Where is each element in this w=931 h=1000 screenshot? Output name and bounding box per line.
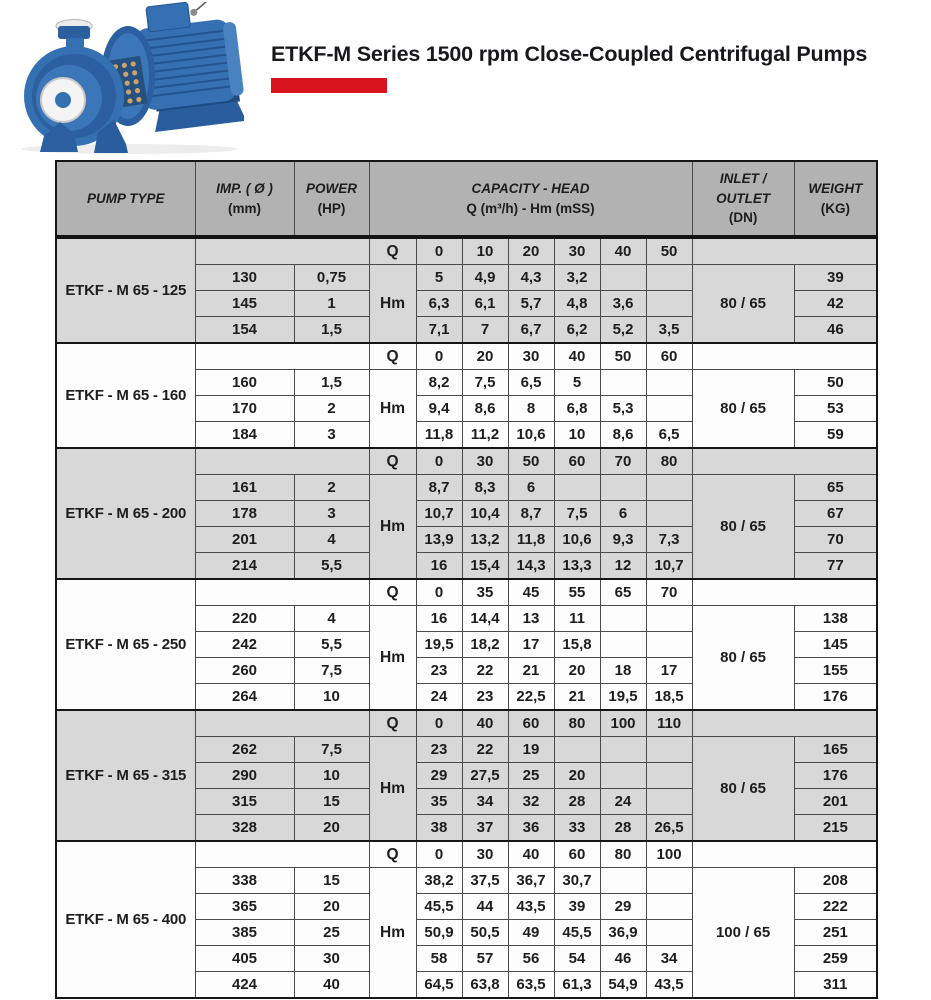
q-value: 65 (600, 579, 646, 606)
head-value: 36,7 (508, 868, 554, 894)
head-value: 6 (600, 501, 646, 527)
q-value: 110 (646, 710, 692, 737)
weight-value: 39 (794, 265, 877, 291)
q-value: 0 (416, 343, 462, 370)
impeller-value: 161 (195, 475, 294, 501)
impeller-value: 328 (195, 815, 294, 842)
power-value: 20 (294, 815, 369, 842)
head-value: 3,5 (646, 317, 692, 344)
weight-value: 138 (794, 606, 877, 632)
q-value: 10 (462, 237, 508, 265)
power-value: 15 (294, 868, 369, 894)
head-value: 6,5 (508, 370, 554, 396)
head-value (600, 475, 646, 501)
head-value: 5 (554, 370, 600, 396)
head-value: 7 (462, 317, 508, 344)
head-value: 63,5 (508, 972, 554, 999)
head-value: 8,7 (416, 475, 462, 501)
page-title: ETKF-M Series 1500 rpm Close-Coupled Centrifugal Pumps (271, 42, 868, 66)
q-header-row (56, 237, 877, 265)
q-value: 0 (416, 237, 462, 265)
head-value: 9,4 (416, 396, 462, 422)
weight-value: 50 (794, 370, 877, 396)
q-value: 20 (462, 343, 508, 370)
head-value: 6,7 (508, 317, 554, 344)
head-value: 30,7 (554, 868, 600, 894)
head-value: 18,2 (462, 632, 508, 658)
col-header-capacity-head: CAPACITY - HEAD Q (m³/h) - Hm (mSS) (369, 161, 692, 237)
q-header-row (56, 579, 877, 606)
head-value: 63,8 (462, 972, 508, 999)
head-value (646, 868, 692, 894)
power-value: 7,5 (294, 737, 369, 763)
impeller-value: 201 (195, 527, 294, 553)
head-value: 37 (462, 815, 508, 842)
q-value: 60 (554, 448, 600, 475)
spacer-cell (692, 579, 877, 606)
q-value: 60 (508, 710, 554, 737)
head-value: 22 (462, 737, 508, 763)
head-value: 8,7 (508, 501, 554, 527)
head-value: 6,1 (462, 291, 508, 317)
col-header-impeller: IMP. ( Ø ) (mm) (195, 161, 294, 237)
head-value (554, 475, 600, 501)
weight-value: 222 (794, 894, 877, 920)
title-block (271, 42, 911, 93)
inlet-outlet-value: 80 / 65 (692, 737, 794, 842)
power-value: 2 (294, 396, 369, 422)
head-value: 49 (508, 920, 554, 946)
head-value: 6,5 (646, 422, 692, 449)
q-value: 0 (416, 710, 462, 737)
weight-value: 42 (794, 291, 877, 317)
power-value: 7,5 (294, 658, 369, 684)
q-value: 30 (554, 237, 600, 265)
q-value: 40 (508, 841, 554, 868)
head-value (646, 894, 692, 920)
weight-value: 176 (794, 684, 877, 711)
table-header-row (56, 161, 877, 237)
col-header-pump-type: PUMP TYPE (56, 161, 195, 237)
power-value: 1 (294, 291, 369, 317)
head-value: 36 (508, 815, 554, 842)
pump-type-label: ETKF - M 65 - 200 (56, 448, 195, 579)
head-value: 6,3 (416, 291, 462, 317)
head-value: 10,6 (508, 422, 554, 449)
inlet-outlet-value: 80 / 65 (692, 370, 794, 449)
head-value: 7,3 (646, 527, 692, 553)
q-row-label: Q (369, 343, 416, 370)
pump-type-label: ETKF - M 65 - 125 (56, 237, 195, 343)
q-value: 0 (416, 579, 462, 606)
head-value: 20 (554, 658, 600, 684)
impeller-value: 242 (195, 632, 294, 658)
q-header-row (56, 841, 877, 868)
q-value: 80 (600, 841, 646, 868)
head-value: 19 (508, 737, 554, 763)
power-value: 2 (294, 475, 369, 501)
head-value: 9,3 (600, 527, 646, 553)
head-value (600, 632, 646, 658)
head-value: 43,5 (646, 972, 692, 999)
head-value: 38,2 (416, 868, 462, 894)
q-value: 80 (646, 448, 692, 475)
head-value: 11 (554, 606, 600, 632)
head-value (600, 370, 646, 396)
head-value (646, 501, 692, 527)
weight-value: 251 (794, 920, 877, 946)
head-value: 29 (600, 894, 646, 920)
pump-spec-table (55, 160, 878, 999)
weight-value: 165 (794, 737, 877, 763)
head-value: 12 (600, 553, 646, 580)
spacer-cell (195, 710, 369, 737)
q-value: 30 (462, 841, 508, 868)
spacer-cell (195, 448, 369, 475)
head-value: 38 (416, 815, 462, 842)
q-value: 0 (416, 448, 462, 475)
head-value: 43,5 (508, 894, 554, 920)
q-value: 0 (416, 841, 462, 868)
head-value: 50,9 (416, 920, 462, 946)
head-value: 36,9 (600, 920, 646, 946)
weight-value: 155 (794, 658, 877, 684)
head-value: 61,3 (554, 972, 600, 999)
inlet-outlet-value: 80 / 65 (692, 265, 794, 344)
title-accent-bar (271, 78, 387, 93)
col-header-weight: WEIGHT (KG) (794, 161, 877, 237)
head-value: 5,3 (600, 396, 646, 422)
head-value: 26,5 (646, 815, 692, 842)
head-value (554, 737, 600, 763)
weight-value: 259 (794, 946, 877, 972)
power-value: 3 (294, 422, 369, 449)
head-value: 24 (600, 789, 646, 815)
head-value: 58 (416, 946, 462, 972)
head-value: 33 (554, 815, 600, 842)
head-value: 34 (462, 789, 508, 815)
head-value: 17 (508, 632, 554, 658)
head-value: 22 (462, 658, 508, 684)
q-value: 35 (462, 579, 508, 606)
power-value: 10 (294, 684, 369, 711)
head-value: 13,9 (416, 527, 462, 553)
head-value: 57 (462, 946, 508, 972)
impeller-value: 260 (195, 658, 294, 684)
power-value: 30 (294, 946, 369, 972)
q-value: 45 (508, 579, 554, 606)
head-value (646, 632, 692, 658)
head-value: 8 (508, 396, 554, 422)
head-value: 16 (416, 553, 462, 580)
head-value: 16 (416, 606, 462, 632)
spacer-cell (692, 710, 877, 737)
head-value: 8,6 (462, 396, 508, 422)
head-value: 5 (416, 265, 462, 291)
spacer-cell (692, 841, 877, 868)
q-value: 40 (554, 343, 600, 370)
impeller-value: 264 (195, 684, 294, 711)
head-value (646, 737, 692, 763)
head-value: 29 (416, 763, 462, 789)
head-value: 10,7 (416, 501, 462, 527)
pump-type-label: ETKF - M 65 - 315 (56, 710, 195, 841)
q-value: 30 (508, 343, 554, 370)
head-value (646, 396, 692, 422)
head-value: 8,6 (600, 422, 646, 449)
head-value: 20 (554, 763, 600, 789)
q-row-label: Q (369, 579, 416, 606)
page-header (0, 0, 931, 160)
head-value (600, 265, 646, 291)
impeller-value: 315 (195, 789, 294, 815)
head-value: 5,2 (600, 317, 646, 344)
spacer-cell (195, 237, 369, 265)
pump-type-label: ETKF - M 65 - 400 (56, 841, 195, 998)
head-value: 14,3 (508, 553, 554, 580)
head-value: 27,5 (462, 763, 508, 789)
power-value: 15 (294, 789, 369, 815)
spacer-cell (195, 579, 369, 606)
q-value: 40 (600, 237, 646, 265)
q-value: 60 (646, 343, 692, 370)
head-value: 46 (600, 946, 646, 972)
head-value: 64,5 (416, 972, 462, 999)
head-value (600, 606, 646, 632)
head-value: 25 (508, 763, 554, 789)
power-value: 40 (294, 972, 369, 999)
head-value: 35 (416, 789, 462, 815)
q-value: 40 (462, 710, 508, 737)
head-value (646, 789, 692, 815)
head-value: 10,6 (554, 527, 600, 553)
col-header-power: POWER (HP) (294, 161, 369, 237)
spacer-cell (195, 841, 369, 868)
head-value: 56 (508, 946, 554, 972)
head-value: 7,1 (416, 317, 462, 344)
head-value: 18,5 (646, 684, 692, 711)
head-value: 13 (508, 606, 554, 632)
weight-value: 311 (794, 972, 877, 999)
impeller-value: 184 (195, 422, 294, 449)
hm-row-label: Hm (369, 475, 416, 580)
q-header-row (56, 710, 877, 737)
power-value: 3 (294, 501, 369, 527)
impeller-value: 220 (195, 606, 294, 632)
head-value (600, 868, 646, 894)
hm-row-label: Hm (369, 370, 416, 449)
head-value: 10,7 (646, 553, 692, 580)
weight-value: 53 (794, 396, 877, 422)
head-value: 4,9 (462, 265, 508, 291)
head-value: 17 (646, 658, 692, 684)
inlet-outlet-value: 80 / 65 (692, 475, 794, 580)
impeller-value: 338 (195, 868, 294, 894)
head-value: 4,8 (554, 291, 600, 317)
power-value: 5,5 (294, 553, 369, 580)
spacer-cell (692, 237, 877, 265)
weight-value: 59 (794, 422, 877, 449)
weight-value: 201 (794, 789, 877, 815)
head-value (646, 606, 692, 632)
head-value (600, 763, 646, 789)
head-value: 6,2 (554, 317, 600, 344)
power-value: 10 (294, 763, 369, 789)
head-value (646, 920, 692, 946)
head-value: 13,2 (462, 527, 508, 553)
weight-value: 145 (794, 632, 877, 658)
q-header-row (56, 343, 877, 370)
head-value: 34 (646, 946, 692, 972)
head-value: 7,5 (462, 370, 508, 396)
head-value (646, 475, 692, 501)
head-value: 3,2 (554, 265, 600, 291)
head-value: 37,5 (462, 868, 508, 894)
hm-row-label: Hm (369, 606, 416, 711)
impeller-value: 130 (195, 265, 294, 291)
q-value: 70 (600, 448, 646, 475)
power-value: 20 (294, 894, 369, 920)
head-value: 18 (600, 658, 646, 684)
power-value: 25 (294, 920, 369, 946)
head-value: 15,4 (462, 553, 508, 580)
head-value (646, 265, 692, 291)
pump-photo (4, 2, 244, 157)
head-value: 10,4 (462, 501, 508, 527)
weight-value: 67 (794, 501, 877, 527)
impeller-value: 170 (195, 396, 294, 422)
head-value: 11,8 (416, 422, 462, 449)
head-value (600, 737, 646, 763)
head-value: 50,5 (462, 920, 508, 946)
spacer-cell (692, 343, 877, 370)
power-value: 1,5 (294, 370, 369, 396)
head-value (646, 291, 692, 317)
head-value: 11,2 (462, 422, 508, 449)
pump-type-label: ETKF - M 65 - 250 (56, 579, 195, 710)
q-value: 70 (646, 579, 692, 606)
inlet-outlet-value: 100 / 65 (692, 868, 794, 999)
weight-value: 208 (794, 868, 877, 894)
head-value: 39 (554, 894, 600, 920)
head-value: 54 (554, 946, 600, 972)
q-value: 100 (600, 710, 646, 737)
q-row-label: Q (369, 448, 416, 475)
hm-row-label: Hm (369, 265, 416, 344)
weight-value: 65 (794, 475, 877, 501)
head-value: 21 (554, 684, 600, 711)
impeller-value: 145 (195, 291, 294, 317)
power-value: 1,5 (294, 317, 369, 344)
spacer-cell (195, 343, 369, 370)
head-value: 22,5 (508, 684, 554, 711)
head-value: 44 (462, 894, 508, 920)
head-value: 11,8 (508, 527, 554, 553)
head-value: 13,3 (554, 553, 600, 580)
head-value: 28 (600, 815, 646, 842)
head-value: 14,4 (462, 606, 508, 632)
impeller-value: 405 (195, 946, 294, 972)
weight-value: 176 (794, 763, 877, 789)
q-value: 55 (554, 579, 600, 606)
q-value: 100 (646, 841, 692, 868)
hm-row-label: Hm (369, 737, 416, 842)
head-value: 19,5 (416, 632, 462, 658)
head-value: 28 (554, 789, 600, 815)
head-value (646, 763, 692, 789)
head-value: 4,3 (508, 265, 554, 291)
hm-row-label: Hm (369, 868, 416, 999)
q-row-label: Q (369, 237, 416, 265)
power-value: 4 (294, 527, 369, 553)
head-value: 6,8 (554, 396, 600, 422)
inlet-outlet-value: 80 / 65 (692, 606, 794, 711)
power-value: 4 (294, 606, 369, 632)
head-value: 7,5 (554, 501, 600, 527)
q-row-label: Q (369, 841, 416, 868)
col-header-inlet-outlet: INLET / OUTLET (DN) (692, 161, 794, 237)
q-value: 80 (554, 710, 600, 737)
weight-value: 46 (794, 317, 877, 344)
impeller-value: 424 (195, 972, 294, 999)
impeller-value: 154 (195, 317, 294, 344)
power-value: 0,75 (294, 265, 369, 291)
q-value: 50 (646, 237, 692, 265)
q-header-row (56, 448, 877, 475)
head-value: 5,7 (508, 291, 554, 317)
weight-value: 215 (794, 815, 877, 842)
impeller-value: 290 (195, 763, 294, 789)
impeller-value: 178 (195, 501, 294, 527)
head-value (646, 370, 692, 396)
head-value: 54,9 (600, 972, 646, 999)
head-value: 10 (554, 422, 600, 449)
impeller-value: 365 (195, 894, 294, 920)
head-value: 15,8 (554, 632, 600, 658)
head-value: 24 (416, 684, 462, 711)
head-value: 19,5 (600, 684, 646, 711)
head-value: 23 (462, 684, 508, 711)
q-value: 50 (508, 448, 554, 475)
head-value: 32 (508, 789, 554, 815)
weight-value: 77 (794, 553, 877, 580)
q-value: 30 (462, 448, 508, 475)
q-value: 50 (600, 343, 646, 370)
head-value: 3,6 (600, 291, 646, 317)
q-value: 60 (554, 841, 600, 868)
head-value: 8,3 (462, 475, 508, 501)
q-row-label: Q (369, 710, 416, 737)
pump-type-label: ETKF - M 65 - 160 (56, 343, 195, 448)
head-value: 6 (508, 475, 554, 501)
power-value: 5,5 (294, 632, 369, 658)
q-value: 20 (508, 237, 554, 265)
head-value: 45,5 (554, 920, 600, 946)
head-value: 23 (416, 658, 462, 684)
impeller-value: 262 (195, 737, 294, 763)
head-value: 21 (508, 658, 554, 684)
head-value: 8,2 (416, 370, 462, 396)
weight-value: 70 (794, 527, 877, 553)
head-value: 23 (416, 737, 462, 763)
impeller-value: 385 (195, 920, 294, 946)
head-value: 45,5 (416, 894, 462, 920)
impeller-value: 214 (195, 553, 294, 580)
spacer-cell (692, 448, 877, 475)
impeller-value: 160 (195, 370, 294, 396)
